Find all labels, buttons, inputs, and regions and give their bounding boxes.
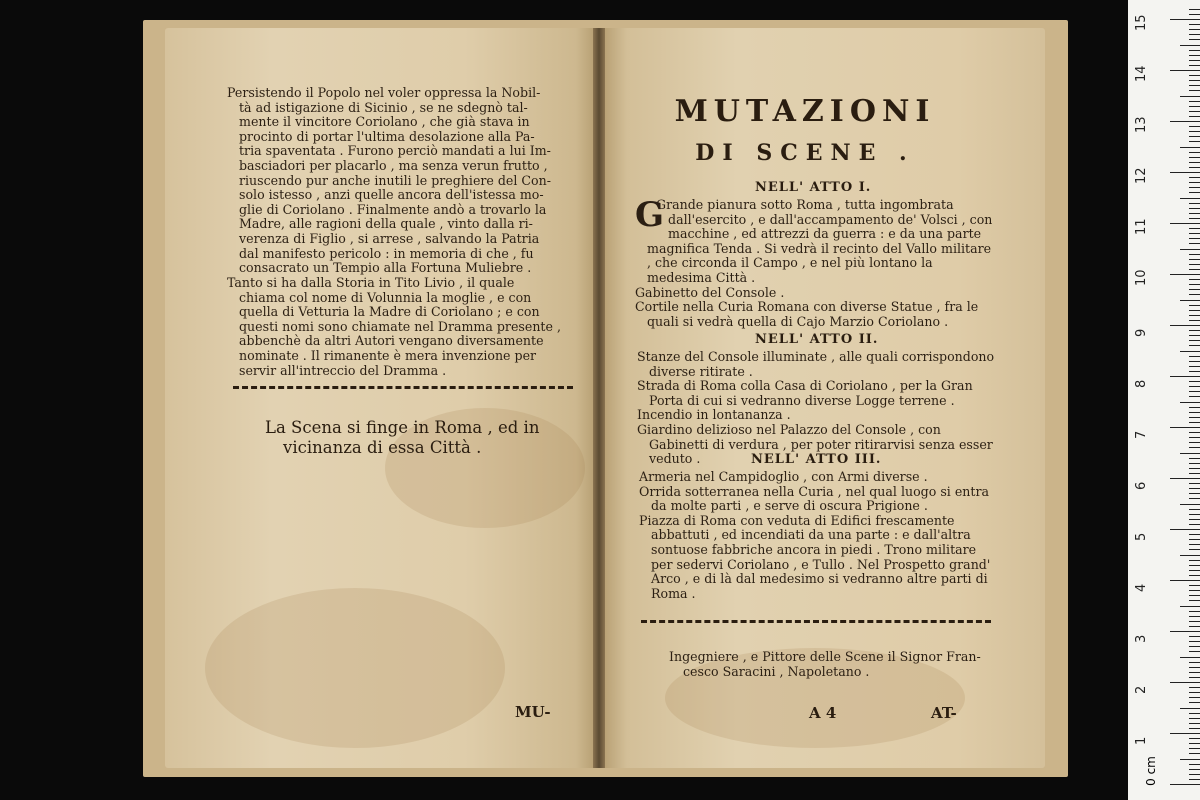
act-3-heading: NELL' ATTO III. <box>751 452 882 467</box>
ruler-tick <box>1189 641 1200 642</box>
ruler-tick <box>1189 152 1200 153</box>
ruler-tick <box>1189 233 1200 234</box>
ruler-tick <box>1180 657 1200 658</box>
left-divider-rule <box>233 386 573 394</box>
ruler-tick <box>1189 539 1200 540</box>
ruler-tick <box>1189 769 1200 770</box>
ruler-tick <box>1170 682 1200 683</box>
ruler-tick <box>1189 106 1200 107</box>
ruler-number: 5 <box>1134 532 1149 541</box>
ruler-tick <box>1189 80 1200 81</box>
ruler-tick <box>1189 101 1200 102</box>
ruler-tick <box>1180 606 1200 607</box>
ruler-tick <box>1189 203 1200 204</box>
ruler-number: 15 <box>1134 14 1149 31</box>
ruler-unit-label: 0 cm <box>1143 756 1158 786</box>
ruler-tick <box>1189 616 1200 617</box>
ruler-tick <box>1189 65 1200 66</box>
ruler-tick <box>1189 442 1200 443</box>
ruler-tick <box>1189 34 1200 35</box>
ruler-tick <box>1189 14 1200 15</box>
ruler-tick <box>1189 238 1200 239</box>
ruler-tick <box>1189 493 1200 494</box>
ruler-tick <box>1189 697 1200 698</box>
ruler-tick <box>1189 315 1200 316</box>
left-paragraph-1: Persistendo il Popolo nel voler oppressa la Nobil- tà ad istigazione di Sicinio , se ne sdegnò tal- mente il vincitore Coriolano , che già stava in procinto di portar l'ultima desolazione alla Pa- tria spaventata . Furono perciò mandati a lui Im- basciadori per placarlo , ma senza verun frutto , riuscendo pur anche inutili le preghiere del Con- solo istesso , anzi quelle ancora dell'istessa mo- glie di Coriolano . Finalmente andò a trovarlo la Madre, alle ragioni della quale , vinto dalla ri- verenza di Figlio , si arrese , salvando la Patria dal manifesto pericolo : in memoria di che , fu consacrato un Tempio alla Fortuna Muliebre . <box>227 85 551 276</box>
act-3-entries: Armeria nel Campidoglio , con Armi diverse . Orrida sotterranea nella Curia , nel qual luogo si entra da molte parti , e serve di oscura Prigione . Piazza di Roma con veduta di Edifici frescamente abbattuti , ed incendiati da una parte : e dall'altra sontuose fabbriche ancora in piedi . Trono militare per sedervi Coriolano , e Tullo . Nel Prospetto grand' Arco , e di là dal medesimo si vedranno altre parti di Roma . <box>639 469 991 601</box>
ruler-tick <box>1189 9 1200 10</box>
ruler-tick <box>1189 162 1200 163</box>
ruler-tick <box>1189 50 1200 51</box>
ruler-number: 6 <box>1134 481 1149 490</box>
ruler-tick <box>1189 243 1200 244</box>
ruler-number: 8 <box>1134 379 1149 388</box>
ruler-tick <box>1189 743 1200 744</box>
page-subtitle: DI SCENE . <box>695 140 915 166</box>
ruler-tick <box>1189 483 1200 484</box>
ruler-tick <box>1170 733 1200 734</box>
ruler-tick <box>1189 636 1200 637</box>
ruler-tick <box>1189 473 1200 474</box>
book-spread <box>143 20 1068 777</box>
act-1-entries: G Grande pianura sotto Roma , tutta ingombrata dall'esercito , e dall'accampamento de' Volsci , con macchine , ed attrezzi da guerra : e da una parte magnifica Tenda . Si vedrà il recinto del Vallo militare , che circonda il Campo , e nel più lontano la medesima Città . Gabinetto del Console . Cortile nella Curia Romana con diverse Statue , fra le quali si vedrà quella di Cajo Marzio Coriolano . <box>635 195 993 329</box>
ruler-number: 7 <box>1134 430 1149 439</box>
right-divider-rule <box>641 620 991 628</box>
ruler-tick <box>1189 514 1200 515</box>
ruler-tick <box>1189 396 1200 397</box>
ruler-tick <box>1189 391 1200 392</box>
ruler-tick <box>1189 519 1200 520</box>
ruler-tick <box>1170 121 1200 122</box>
ruler-tick <box>1189 90 1200 91</box>
ruler-tick <box>1170 529 1200 530</box>
ruler-tick <box>1189 29 1200 30</box>
ruler-tick <box>1189 570 1200 571</box>
ruler-tick <box>1189 468 1200 469</box>
ruler-number: 1 <box>1134 736 1149 745</box>
ruler-tick <box>1189 345 1200 346</box>
ruler-tick <box>1170 325 1200 326</box>
ruler-tick <box>1170 631 1200 632</box>
right-page <box>605 28 1045 768</box>
ruler-tick <box>1189 417 1200 418</box>
ruler-tick <box>1180 300 1200 301</box>
ruler-tick <box>1180 504 1200 505</box>
ruler-tick <box>1189 228 1200 229</box>
ruler-tick <box>1189 126 1200 127</box>
ruler-tick <box>1189 407 1200 408</box>
ruler-tick <box>1189 687 1200 688</box>
ruler-tick <box>1189 371 1200 372</box>
ruler-tick <box>1189 141 1200 142</box>
ruler-tick <box>1189 748 1200 749</box>
ruler-tick <box>1189 702 1200 703</box>
ruler-tick <box>1170 478 1200 479</box>
ruler-tick <box>1189 432 1200 433</box>
ruler-tick <box>1189 412 1200 413</box>
ruler-tick <box>1189 85 1200 86</box>
ruler-tick <box>1189 264 1200 265</box>
left-page <box>165 28 593 768</box>
ruler-tick <box>1189 738 1200 739</box>
ruler-tick <box>1180 708 1200 709</box>
ruler-tick <box>1189 320 1200 321</box>
ruler-tick <box>1189 463 1200 464</box>
ruler-tick <box>1189 167 1200 168</box>
ruler-number: 2 <box>1134 685 1149 694</box>
ruler-tick <box>1189 549 1200 550</box>
ruler-tick <box>1189 677 1200 678</box>
ruler-tick <box>1189 284 1200 285</box>
ruler-tick <box>1170 19 1200 20</box>
ruler-number: 12 <box>1134 167 1149 184</box>
ruler-tick <box>1189 524 1200 525</box>
ruler-tick <box>1180 555 1200 556</box>
ruler-tick <box>1189 422 1200 423</box>
ruler-tick <box>1180 759 1200 760</box>
ruler-tick <box>1189 24 1200 25</box>
ruler-tick <box>1189 177 1200 178</box>
ruler-tick <box>1189 774 1200 775</box>
ruler-tick <box>1180 402 1200 403</box>
ruler-tick <box>1189 600 1200 601</box>
scene-credit: Ingegniere , e Pittore delle Scene il Signor Fran- cesco Saracini , Napoletano . <box>669 649 981 679</box>
ruler-tick <box>1189 662 1200 663</box>
ruler-tick <box>1189 718 1200 719</box>
ruler-tick <box>1189 136 1200 137</box>
ruler-tick <box>1189 753 1200 754</box>
ruler-tick <box>1189 728 1200 729</box>
ruler-number: 9 <box>1134 328 1149 337</box>
ruler-number: 3 <box>1134 634 1149 643</box>
ruler-tick <box>1170 427 1200 428</box>
ruler-tick <box>1189 218 1200 219</box>
ruler-tick <box>1180 453 1200 454</box>
ruler-tick <box>1170 580 1200 581</box>
ruler-tick <box>1189 192 1200 193</box>
ruler-tick <box>1189 458 1200 459</box>
ruler-tick <box>1189 590 1200 591</box>
ruler-tick <box>1180 147 1200 148</box>
ruler-tick <box>1189 651 1200 652</box>
measurement-ruler <box>1128 0 1200 800</box>
ruler-tick <box>1170 274 1200 275</box>
ruler-number: 11 <box>1134 218 1149 235</box>
ruler-tick <box>1189 575 1200 576</box>
ruler-tick <box>1189 621 1200 622</box>
signature-mark: A 4 <box>809 704 837 722</box>
ruler-tick <box>1189 498 1200 499</box>
ruler-tick <box>1189 330 1200 331</box>
right-catchword: AT- <box>931 704 957 722</box>
ruler-tick <box>1189 116 1200 117</box>
ruler-tick <box>1189 646 1200 647</box>
ruler-tick <box>1189 626 1200 627</box>
ruler-tick <box>1189 611 1200 612</box>
ruler-tick <box>1189 381 1200 382</box>
ruler-tick <box>1189 361 1200 362</box>
ruler-tick <box>1170 172 1200 173</box>
ruler-tick <box>1180 45 1200 46</box>
ruler-tick <box>1189 488 1200 489</box>
ruler-tick <box>1189 340 1200 341</box>
ruler-tick <box>1189 131 1200 132</box>
ruler-tick <box>1189 585 1200 586</box>
ruler-tick <box>1189 595 1200 596</box>
ruler-tick <box>1170 223 1200 224</box>
ruler-tick <box>1189 713 1200 714</box>
act-1-heading: NELL' ATTO I. <box>755 180 872 195</box>
ruler-tick <box>1189 269 1200 270</box>
ruler-tick <box>1180 198 1200 199</box>
ruler-tick <box>1189 254 1200 255</box>
ruler-tick <box>1189 259 1200 260</box>
ruler-number: 4 <box>1134 583 1149 592</box>
ruler-tick <box>1189 157 1200 158</box>
page-title: MUTAZIONI <box>674 94 936 129</box>
ruler-number: 14 <box>1134 65 1149 82</box>
ruler-tick <box>1189 39 1200 40</box>
ruler-tick <box>1189 692 1200 693</box>
ruler-tick <box>1189 386 1200 387</box>
act-2-heading: NELL' ATTO II. <box>755 332 879 347</box>
binding-gutter <box>593 28 605 768</box>
ruler-tick <box>1189 208 1200 209</box>
ruler-tick <box>1189 187 1200 188</box>
ruler-tick <box>1189 60 1200 61</box>
ruler-tick <box>1189 335 1200 336</box>
act-2-entries: Stanze del Console illuminate , alle quali corrispondono diverse ritirate . Strada di Roma colla Casa di Coriolano , per la Gran Porta di cui si vedranno diverse Logge terrene . Incendio in lontananza . Giardino delizioso nel Palazzo del Console , con Gabinetti di verdura , per poter ritirarvisi senza esser veduto . <box>637 349 995 467</box>
left-catchword: MU- <box>515 703 551 721</box>
ruler-tick <box>1189 356 1200 357</box>
ruler-tick <box>1189 672 1200 673</box>
ruler-tick <box>1170 70 1200 71</box>
ruler-tick <box>1189 366 1200 367</box>
ruler-tick <box>1189 560 1200 561</box>
ruler-tick <box>1189 723 1200 724</box>
ruler-tick <box>1189 182 1200 183</box>
ruler-tick <box>1180 249 1200 250</box>
ruler-tick <box>1189 55 1200 56</box>
drop-cap: G <box>635 195 665 235</box>
ruler-tick <box>1170 376 1200 377</box>
ruler-tick <box>1189 764 1200 765</box>
ruler-tick <box>1170 784 1200 785</box>
left-paragraph-2: Tanto si ha dalla Storia in Tito Livio , il quale chiama col nome di Volunnia la moglie , e con quella di Vetturia la Madre di Coriolano ; e con questi nomi sono chiamate nel Dramma presente , abbenchè da altri Autori vengano diversamente nominate . Il rimanente è mera invenzione per servir all'intreccio del Dramma . <box>227 275 561 378</box>
ruler-tick <box>1189 279 1200 280</box>
ruler-tick <box>1189 305 1200 306</box>
ruler-tick <box>1189 534 1200 535</box>
ruler-tick <box>1189 447 1200 448</box>
ruler-number: 10 <box>1134 269 1149 286</box>
ruler-tick <box>1189 111 1200 112</box>
ruler-tick <box>1189 75 1200 76</box>
ruler-tick <box>1180 351 1200 352</box>
ruler-tick <box>1180 96 1200 97</box>
ruler-tick <box>1189 294 1200 295</box>
ruler-tick <box>1189 213 1200 214</box>
ruler-tick <box>1189 509 1200 510</box>
scene-note: La Scena si finge in Roma , ed in vicinanza di essa Città . <box>265 418 540 457</box>
ruler-tick <box>1189 667 1200 668</box>
ruler-tick <box>1189 565 1200 566</box>
ruler-tick <box>1189 779 1200 780</box>
ruler-tick <box>1189 544 1200 545</box>
ruler-tick <box>1189 310 1200 311</box>
ruler-tick <box>1189 289 1200 290</box>
ruler-number: 13 <box>1134 116 1149 133</box>
ruler-tick <box>1189 437 1200 438</box>
